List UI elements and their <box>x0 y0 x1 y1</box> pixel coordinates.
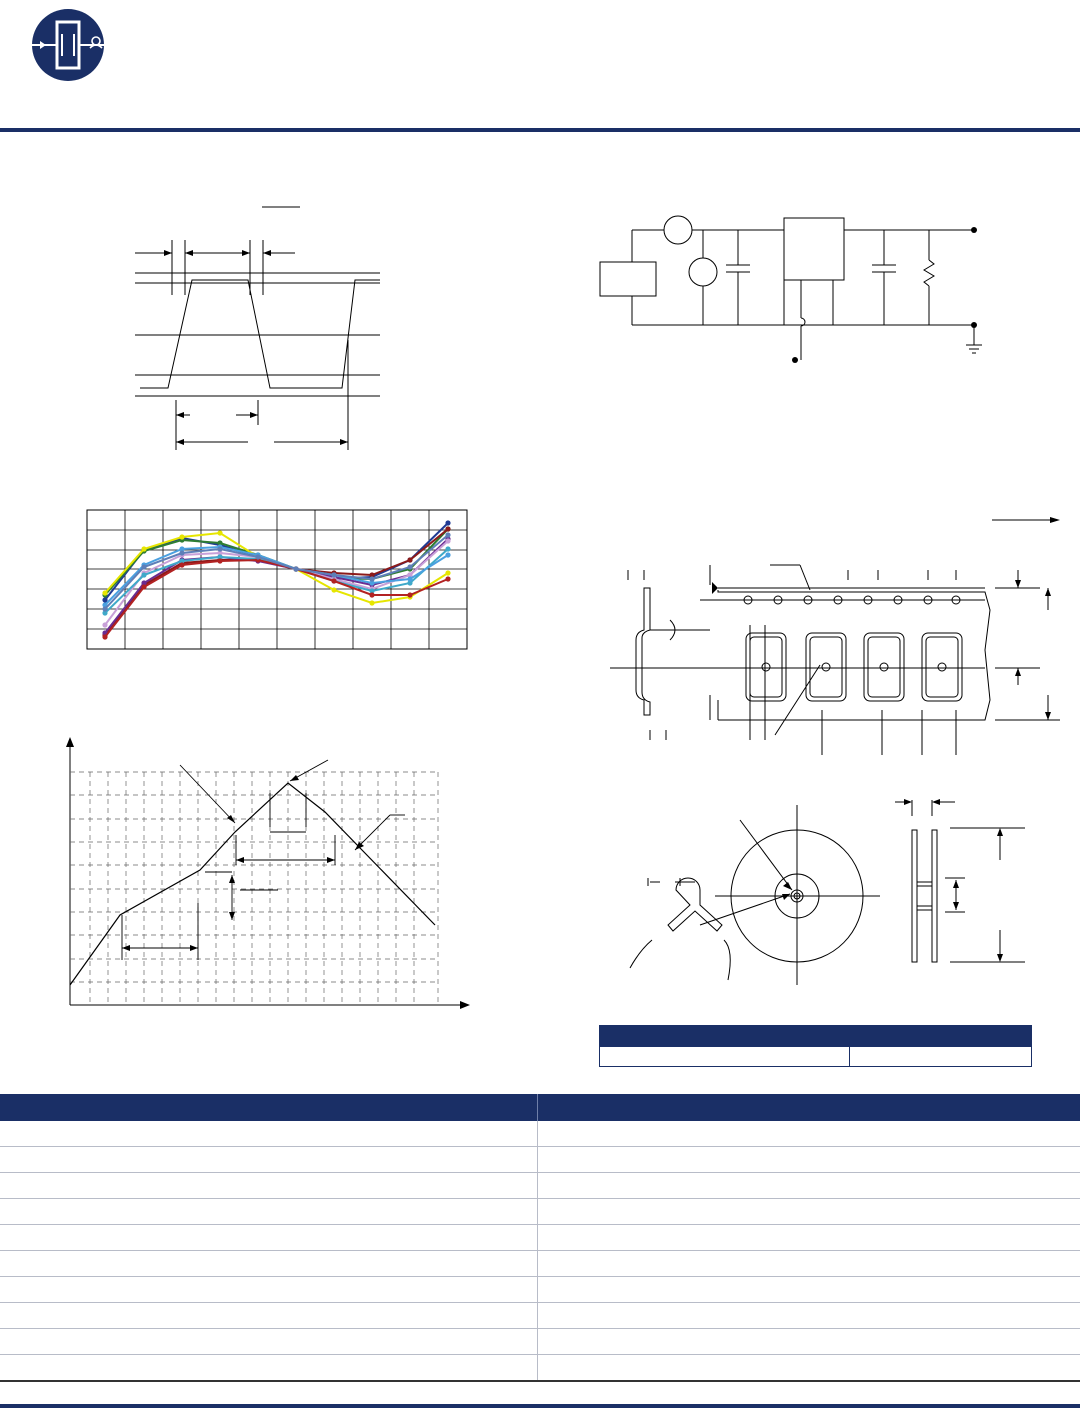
curve-series-point <box>407 564 412 569</box>
curve-series-point <box>217 558 222 563</box>
specification-table-row <box>0 1147 1080 1173</box>
reel-spec-header-cell <box>850 1026 1032 1047</box>
carrier-tape-drawing <box>600 510 1070 760</box>
tape-pocket-inner <box>868 637 900 697</box>
specification-cell <box>0 1225 538 1251</box>
curve-series-point <box>445 576 450 581</box>
curve-series-point <box>331 587 336 592</box>
curve-series-point <box>102 590 107 595</box>
reel-spec-header-cell <box>600 1026 850 1047</box>
specification-cell <box>0 1329 538 1355</box>
specification-table-row <box>0 1121 1080 1147</box>
curve-series-point <box>141 584 146 589</box>
specification-cell <box>0 1303 538 1329</box>
curve-series-point <box>445 552 450 557</box>
curve-series-point <box>369 576 374 581</box>
curve-series-point <box>102 622 107 627</box>
specification-cell <box>538 1199 1080 1225</box>
specification-cell <box>0 1277 538 1303</box>
reel-spec-cell <box>850 1047 1032 1067</box>
curve-series-point <box>369 600 374 605</box>
specification-table-header <box>0 1094 1080 1121</box>
timing-waveform-diagram <box>130 195 390 455</box>
curve-series-point <box>102 606 107 611</box>
curve-series-point <box>141 572 146 577</box>
specification-header-cell <box>0 1094 538 1121</box>
curve-series-point <box>407 592 412 597</box>
specification-cell <box>0 1121 538 1147</box>
curve-series-point <box>179 534 184 539</box>
curve-series-point <box>445 520 450 525</box>
reel-spec-table-row <box>600 1047 1032 1067</box>
specification-cell <box>538 1147 1080 1173</box>
curve-series-point <box>217 546 222 551</box>
pocket-hole <box>822 663 830 671</box>
curve-series-point <box>445 532 450 537</box>
tape-pocket-inner <box>810 637 842 697</box>
curve-series-point <box>102 634 107 639</box>
curve-series-point <box>445 538 450 543</box>
curve-series-point <box>217 530 222 535</box>
curve-series-point <box>141 564 146 569</box>
specification-cell <box>0 1199 538 1225</box>
curve-series-point <box>407 557 412 562</box>
tape-pocket-inner <box>750 637 782 697</box>
specification-cell <box>0 1251 538 1277</box>
reel-drawing <box>620 790 1040 995</box>
curve-series-point <box>445 526 450 531</box>
specification-cell <box>0 1147 538 1173</box>
specification-cell <box>538 1173 1080 1199</box>
specification-table-row <box>0 1355 1080 1382</box>
curve-series-point <box>179 550 184 555</box>
specification-cell <box>0 1355 538 1382</box>
specification-cell <box>0 1173 538 1199</box>
specification-cell <box>538 1303 1080 1329</box>
tape-pocket <box>806 633 846 701</box>
footer-rule <box>0 1404 1080 1408</box>
specification-table-row <box>0 1251 1080 1277</box>
specification-cell <box>538 1355 1080 1382</box>
specification-cell <box>538 1277 1080 1303</box>
specification-cell <box>538 1225 1080 1251</box>
reel-spec-cell <box>600 1047 850 1067</box>
curve-series-point <box>369 592 374 597</box>
specification-table-row <box>0 1303 1080 1329</box>
curve-series-point <box>445 546 450 551</box>
reel-spec-table-header <box>600 1026 1032 1047</box>
specification-table-row <box>0 1329 1080 1355</box>
tape-pocket <box>864 633 904 701</box>
specification-cell <box>538 1121 1080 1147</box>
specification-header-cell <box>538 1094 1080 1121</box>
curve-series-point <box>331 572 336 577</box>
specification-cell <box>538 1251 1080 1277</box>
reel-spec-table <box>599 1025 1032 1067</box>
specification-table <box>0 1094 1080 1382</box>
pocket-hole <box>880 663 888 671</box>
pocket-hole <box>938 663 946 671</box>
curve-series-point <box>293 566 298 571</box>
curve-series-point <box>407 576 412 581</box>
header-rule <box>0 128 1080 132</box>
specification-table-row <box>0 1173 1080 1199</box>
tape-pocket-inner <box>926 637 958 697</box>
specification-cell <box>538 1329 1080 1355</box>
specification-table-row <box>0 1225 1080 1251</box>
tape-pocket <box>746 633 786 701</box>
curve-series-point <box>141 546 146 551</box>
specification-table-row <box>0 1277 1080 1303</box>
curve-series-point <box>179 562 184 567</box>
curve-series-point <box>445 570 450 575</box>
specification-table-row <box>0 1199 1080 1225</box>
curve-series-point <box>331 578 336 583</box>
curve-series-point <box>255 554 260 559</box>
multi-series-curve-graph <box>85 505 470 650</box>
reflow-profile-diagram <box>60 735 475 1015</box>
company-logo-icon <box>24 8 112 82</box>
tape-pocket <box>922 633 962 701</box>
test-circuit-schematic <box>596 210 988 370</box>
pocket-hole <box>762 663 770 671</box>
